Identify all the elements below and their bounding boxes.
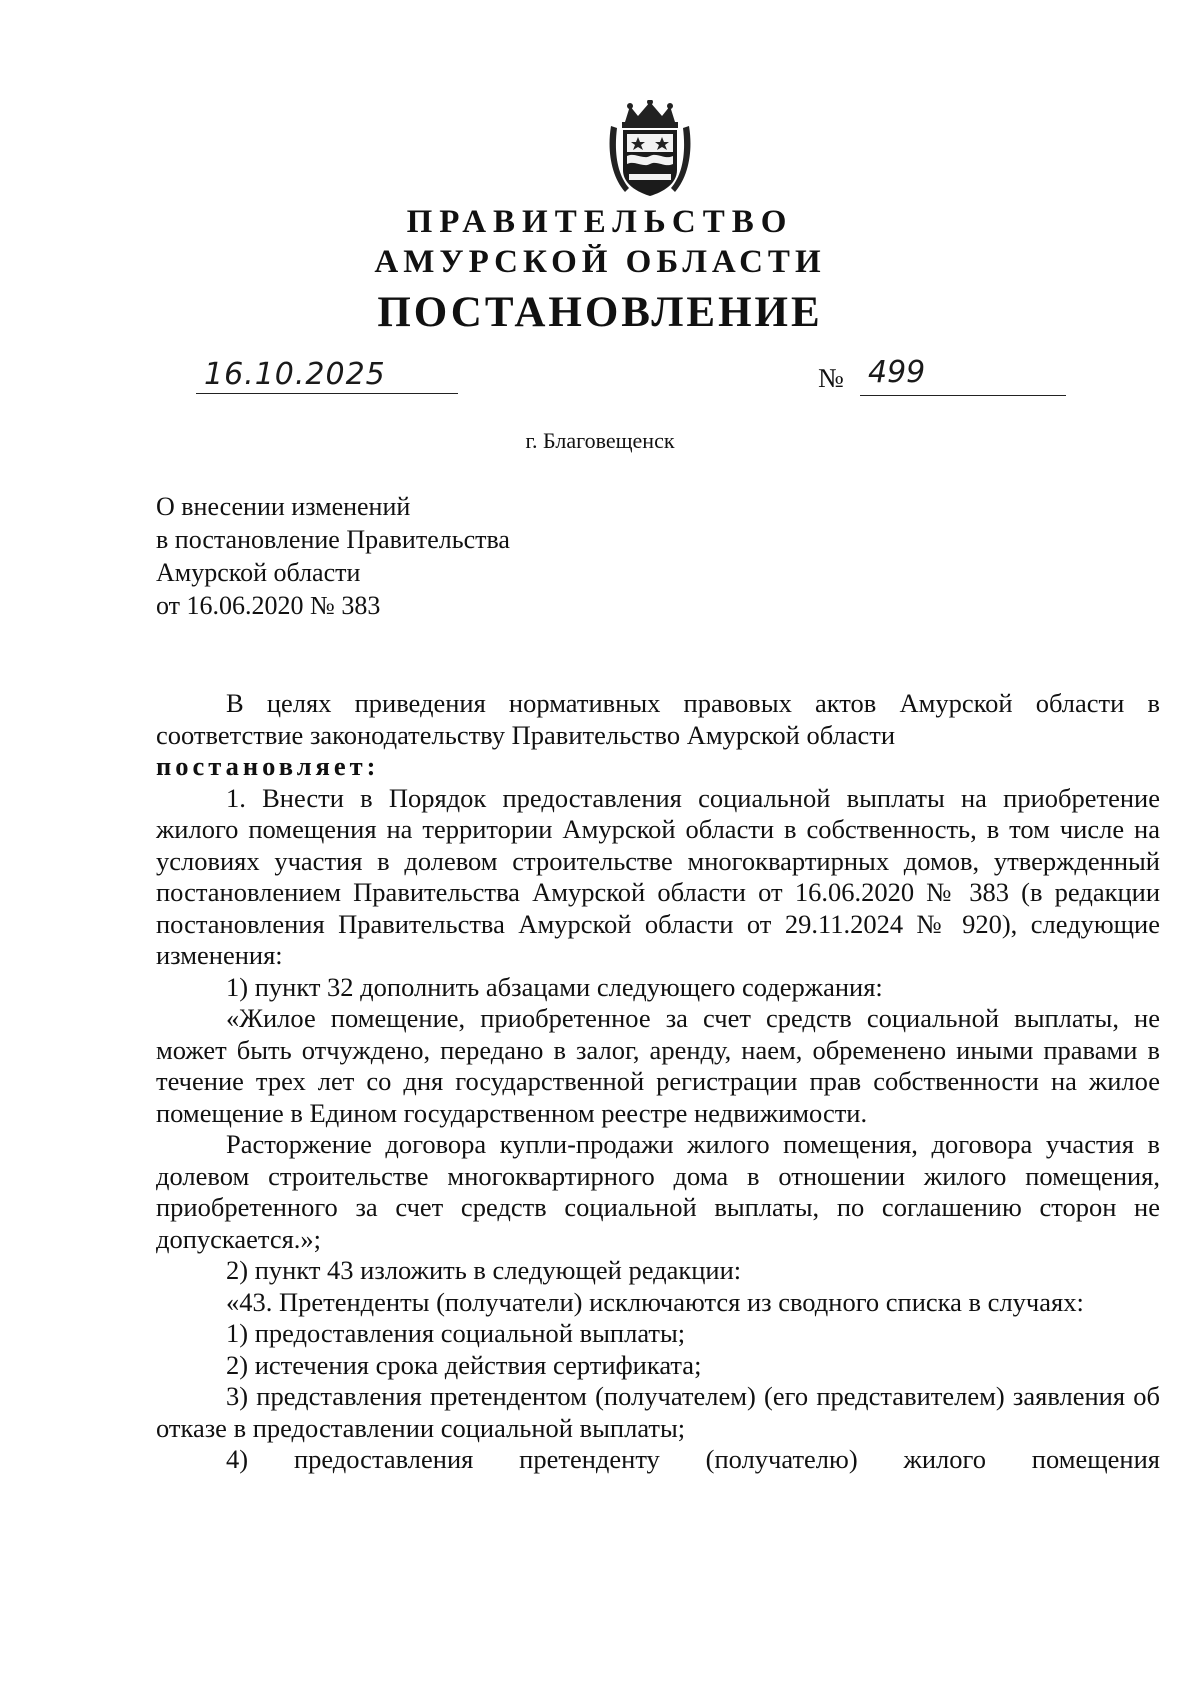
number-sign: № [818, 363, 844, 393]
body-paragraph: 2) истечения срока действия сертификата; [226, 1349, 702, 1380]
coat-of-arms-icon [605, 100, 695, 200]
body-paragraph: 1. Внести в Порядок предоставления социальной выплаты на приобретение жилого помещения на территории Амурской области в собственность, в том числе на условиях участия в долевом строительстве многоквартирных домов, утвержденный постановлением Правительства Амурской области от 16.06.2020 № 383 (в редакции постановления Правительства Амурской области от 29.11.2024 № 920), следующие изменения: [156, 782, 1160, 970]
government-title: ПРАВИТЕЛЬСТВО [406, 204, 794, 240]
number-underline [860, 395, 1066, 396]
body-paragraph: «Жилое помещение, приобретенное за счет средств социальной выплаты, не может быть отчуждено, передано в залог, аренду, наем, обременено иными правами в течение трех лет со дня государственной регистрации прав собственности на жилое помещение в Едином государственном реестре недвижимости. [156, 1003, 1160, 1128]
region-title: АМУРСКОЙ ОБЛАСТИ [374, 244, 826, 280]
city-line: г. Благовещенск [525, 428, 675, 453]
body-paragraph: 2) пункт 43 изложить в следующей редакции: [226, 1255, 742, 1285]
body-paragraph: 3) представления претендентом (получателем) (его представителем) заявления об отказе в предоставлении социальной выплаты; [156, 1381, 1160, 1443]
document-body [156, 688, 1160, 1476]
body-paragraph: 1) предоставления социальной выплаты; [226, 1318, 686, 1348]
body-paragraph: Расторжение договора купли-продажи жилого помещения, договора участия в долевом строительстве многоквартирного дома в отношении жилого помещения, приобретенного за счет средств социальной выплаты, по соглашению сторон не допускается.»; [156, 1129, 1160, 1254]
handwritten-number: 499 [868, 355, 926, 390]
preamble-paragraph: В целях приведения нормативных правовых актов Амурской области в соответствие законодательству Правительство Амурской области [156, 688, 1160, 750]
handwritten-date: 16.10.2025 [204, 357, 386, 392]
document-subject [156, 490, 510, 622]
body-paragraph: 1) пункт 32 дополнить абзацами следующего содержания: [226, 971, 883, 1002]
subject-line: от 16.06.2020 № 383 [156, 591, 381, 620]
body-paragraph: «43. Претенденты (получатели) исключаются из сводного списка в случаях: [226, 1286, 1084, 1317]
document-type-title: ПОСТАНОВЛЕНИЕ [377, 289, 823, 336]
body-paragraph: 4) предоставления претенденту (получателю) жилого помещения [226, 1444, 1160, 1474]
subject-line: в постановление Правительства [156, 525, 510, 554]
subject-line: Амурской области [156, 558, 361, 587]
subject-line: О внесении изменений [156, 492, 411, 521]
date-underline [196, 393, 458, 394]
decree-word: постановляет: [156, 751, 380, 781]
